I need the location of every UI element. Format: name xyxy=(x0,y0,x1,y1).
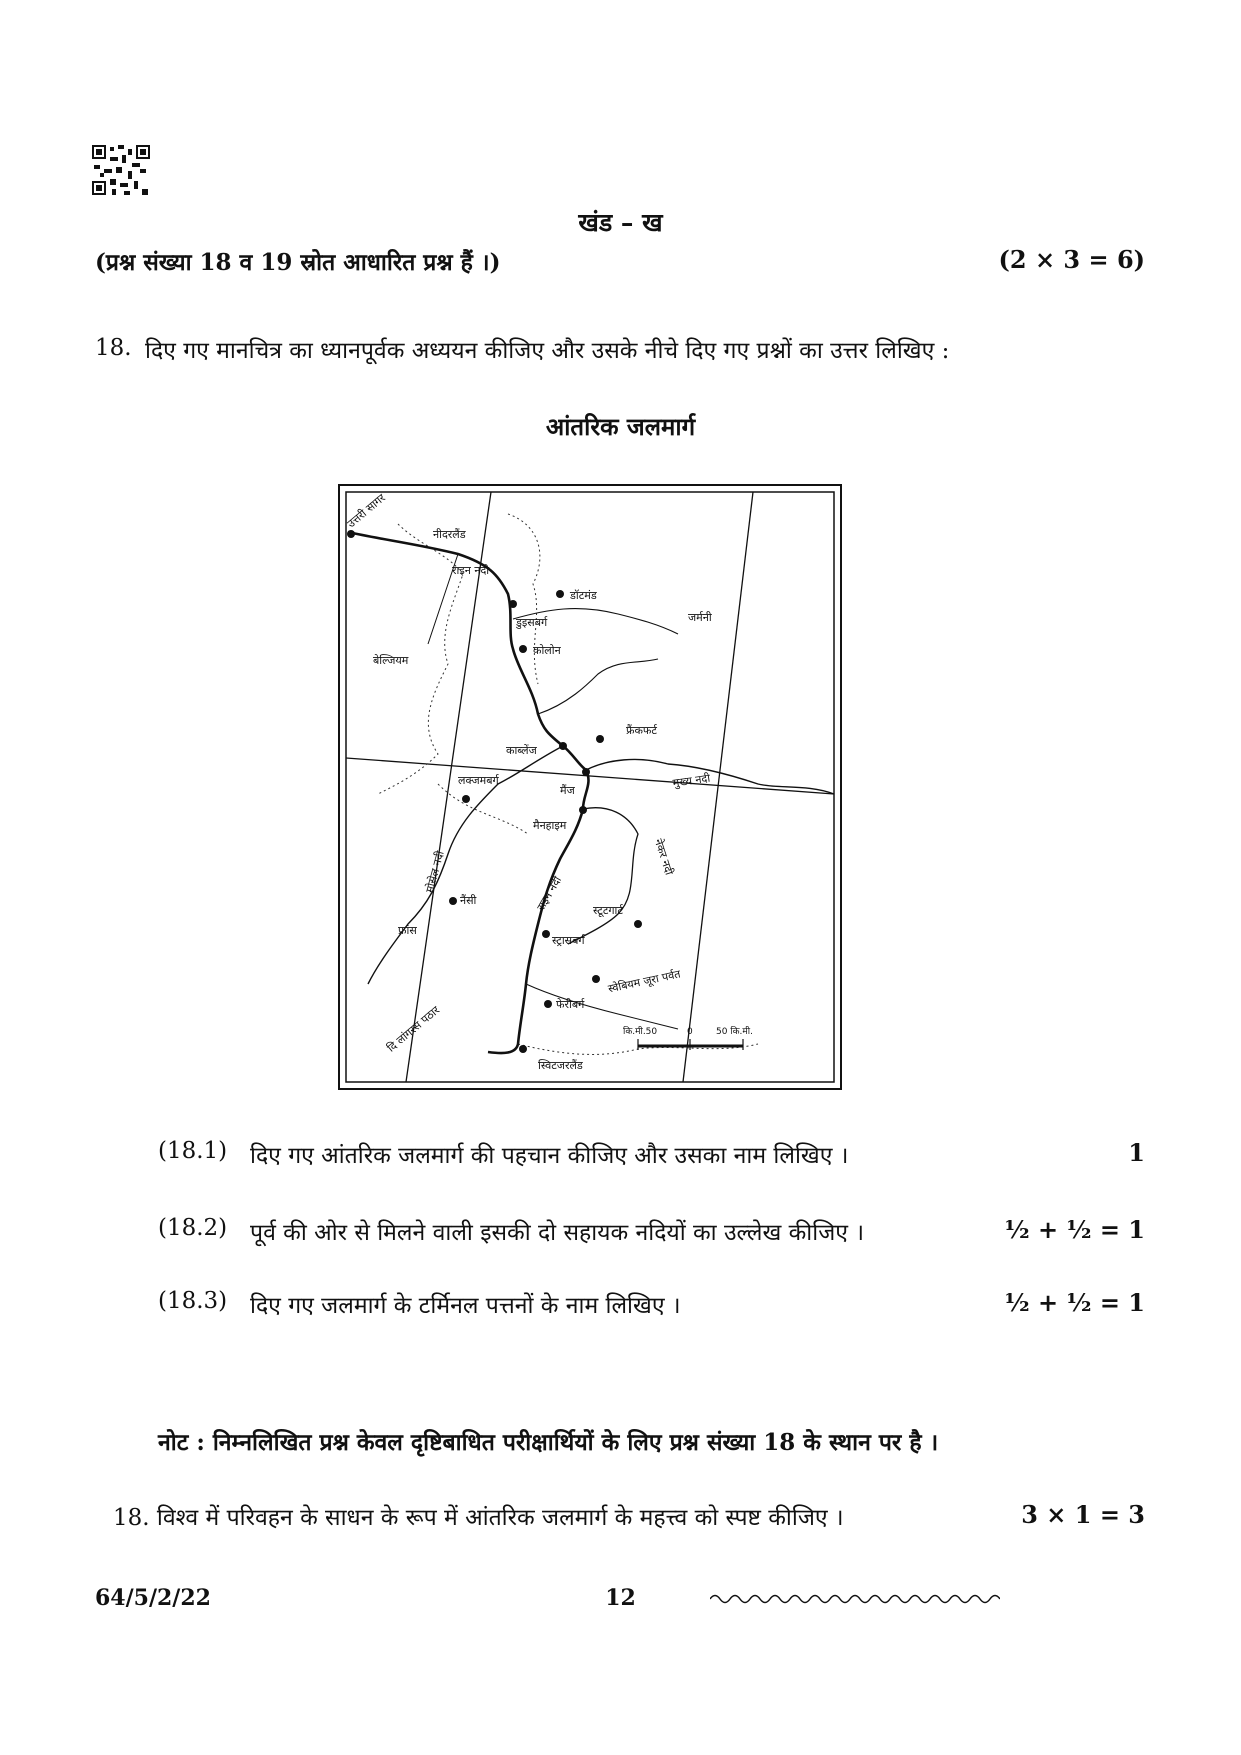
main-river-line xyxy=(586,759,834,794)
map-label-rhine-south: राइन नदी xyxy=(534,874,565,913)
section-marks: (2 × 3 = 6) xyxy=(998,245,1145,274)
question-text: दिए गए मानचित्र का ध्यानपूर्वक अध्ययन कीजिए और उसके नीचे दिए गए प्रश्नों का उत्तर लिखिए : xyxy=(145,338,950,364)
map-label-neckar: नेकर नदी xyxy=(651,837,676,877)
map-label-moselle: मोसेल नदी xyxy=(423,849,447,895)
map-label-rhine-north: राइन नदी xyxy=(452,564,490,577)
alternate-question-marks: 3 × 1 = 3 xyxy=(1021,1500,1145,1529)
map-outer-border xyxy=(339,485,841,1089)
subquestion-marks: ½ + ½ = 1 xyxy=(1004,1288,1145,1317)
map-label-stuttgart: स्टूटगार्ट xyxy=(593,904,623,917)
city-marker xyxy=(519,1045,527,1053)
subquestion-text: पूर्व की ओर से मिलने वाली इसकी दो सहायक नदियों का उल्लेख कीजिए । xyxy=(250,1220,865,1246)
city-marker xyxy=(634,920,642,928)
city-marker xyxy=(519,645,527,653)
subquestion-text: दिए गए आंतरिक जलमार्ग की पहचान कीजिए और उसका नाम लिखिए । xyxy=(250,1143,849,1169)
scale-label-left: कि.मी.50 xyxy=(623,1027,658,1037)
rhine-waterway-map xyxy=(338,484,842,1090)
paper-code: 64/5/2/22 xyxy=(95,1585,211,1611)
scale-label-right: 50 कि.मी. xyxy=(716,1027,753,1037)
grid-line xyxy=(406,492,491,1082)
map-label-dortmund: डॉटमंड xyxy=(570,589,597,602)
map-label-koblenz: काब्लेंज xyxy=(506,744,537,757)
grid-line xyxy=(346,758,834,794)
map-label-plateau: दि लांगरस पठार xyxy=(384,1003,443,1055)
map-label-netherlands: नीदरलैंड xyxy=(433,528,466,541)
city-marker xyxy=(347,530,355,538)
border-line xyxy=(438,784,528,834)
map-label-north-sea: उत्तरी सागर xyxy=(344,491,388,531)
map-label-strasbourg: स्ट्रासबर्ग xyxy=(552,934,585,947)
city-marker xyxy=(579,806,587,814)
map-label-cologne: कोलोन xyxy=(533,644,561,657)
subquestion-text: दिए गए जलमार्ग के टर्मिनल पत्तनों के नाम लिखिए । xyxy=(250,1293,681,1319)
alternate-question: 18. विश्व में परिवहन के साधन के रूप में आंतरिक जलमार्ग के महत्त्व को स्पष्ट कीजिए । xyxy=(113,1505,844,1531)
city-marker xyxy=(462,795,470,803)
city-marker xyxy=(556,590,564,598)
subquestion-number: (18.2) xyxy=(158,1215,228,1241)
city-marker xyxy=(582,768,590,776)
map-label-nancy: नैंसी xyxy=(460,894,477,907)
page-number: 12 xyxy=(605,1585,636,1611)
map-label-mainz: मैंज xyxy=(560,784,575,797)
map-label-switzerland: स्विटजरलैंड xyxy=(538,1059,583,1072)
qr-code xyxy=(92,145,150,195)
city-marker xyxy=(449,897,457,905)
map-label-germany: जर्मनी xyxy=(688,611,712,624)
map-label-duisburg: डुइसबर्ग xyxy=(516,616,548,629)
scale-label-zero: 0 xyxy=(687,1027,693,1037)
source-based-note: (प्रश्न संख्या 18 व 19 स्रोत आधारित प्रश्न हैं ।) xyxy=(95,249,501,276)
subquestion-marks: ½ + ½ = 1 xyxy=(1004,1215,1145,1244)
city-marker xyxy=(592,975,600,983)
question-number: 18. xyxy=(95,335,132,361)
map-label-frankfurt: फ्रैंकफर्ट xyxy=(626,724,657,737)
map-label-main-river: मुख्य नदी xyxy=(671,771,711,790)
neckar-river-line xyxy=(568,808,638,944)
city-marker xyxy=(596,735,604,743)
visually-impaired-note: नोट : निम्नलिखित प्रश्न केवल दृष्टिबाधित परीक्षार्थियों के लिए प्रश्न संख्या 18 के स्थान पर है । xyxy=(158,1429,939,1456)
city-marker xyxy=(559,742,567,750)
city-marker xyxy=(509,600,517,608)
wavy-line-decoration xyxy=(710,1592,1000,1606)
tributary-line xyxy=(538,659,658,714)
subquestion-marks: 1 xyxy=(1128,1138,1145,1167)
city-marker xyxy=(542,930,550,938)
map-label-belgium: बेल्जियम xyxy=(373,654,409,667)
subquestion-number: (18.1) xyxy=(158,1138,228,1164)
map-label-swabian-jura: स्वेबियम जूरा पर्वत xyxy=(606,967,682,996)
map-svg xyxy=(338,484,842,1090)
map-label-mannheim: मैनहाइम xyxy=(533,819,567,832)
map-label-france: फ्रांस xyxy=(398,924,417,937)
map-title: आंतरिक जलमार्ग xyxy=(545,412,696,441)
map-label-luxembourg: लक्जमबर्ग xyxy=(458,774,499,787)
city-marker xyxy=(544,1000,552,1008)
border-line xyxy=(508,514,540,684)
subquestion-number: (18.3) xyxy=(158,1288,228,1314)
section-title: खंड – ख xyxy=(578,208,663,237)
map-label-freiburg: फेरीबर्ग xyxy=(556,998,585,1011)
